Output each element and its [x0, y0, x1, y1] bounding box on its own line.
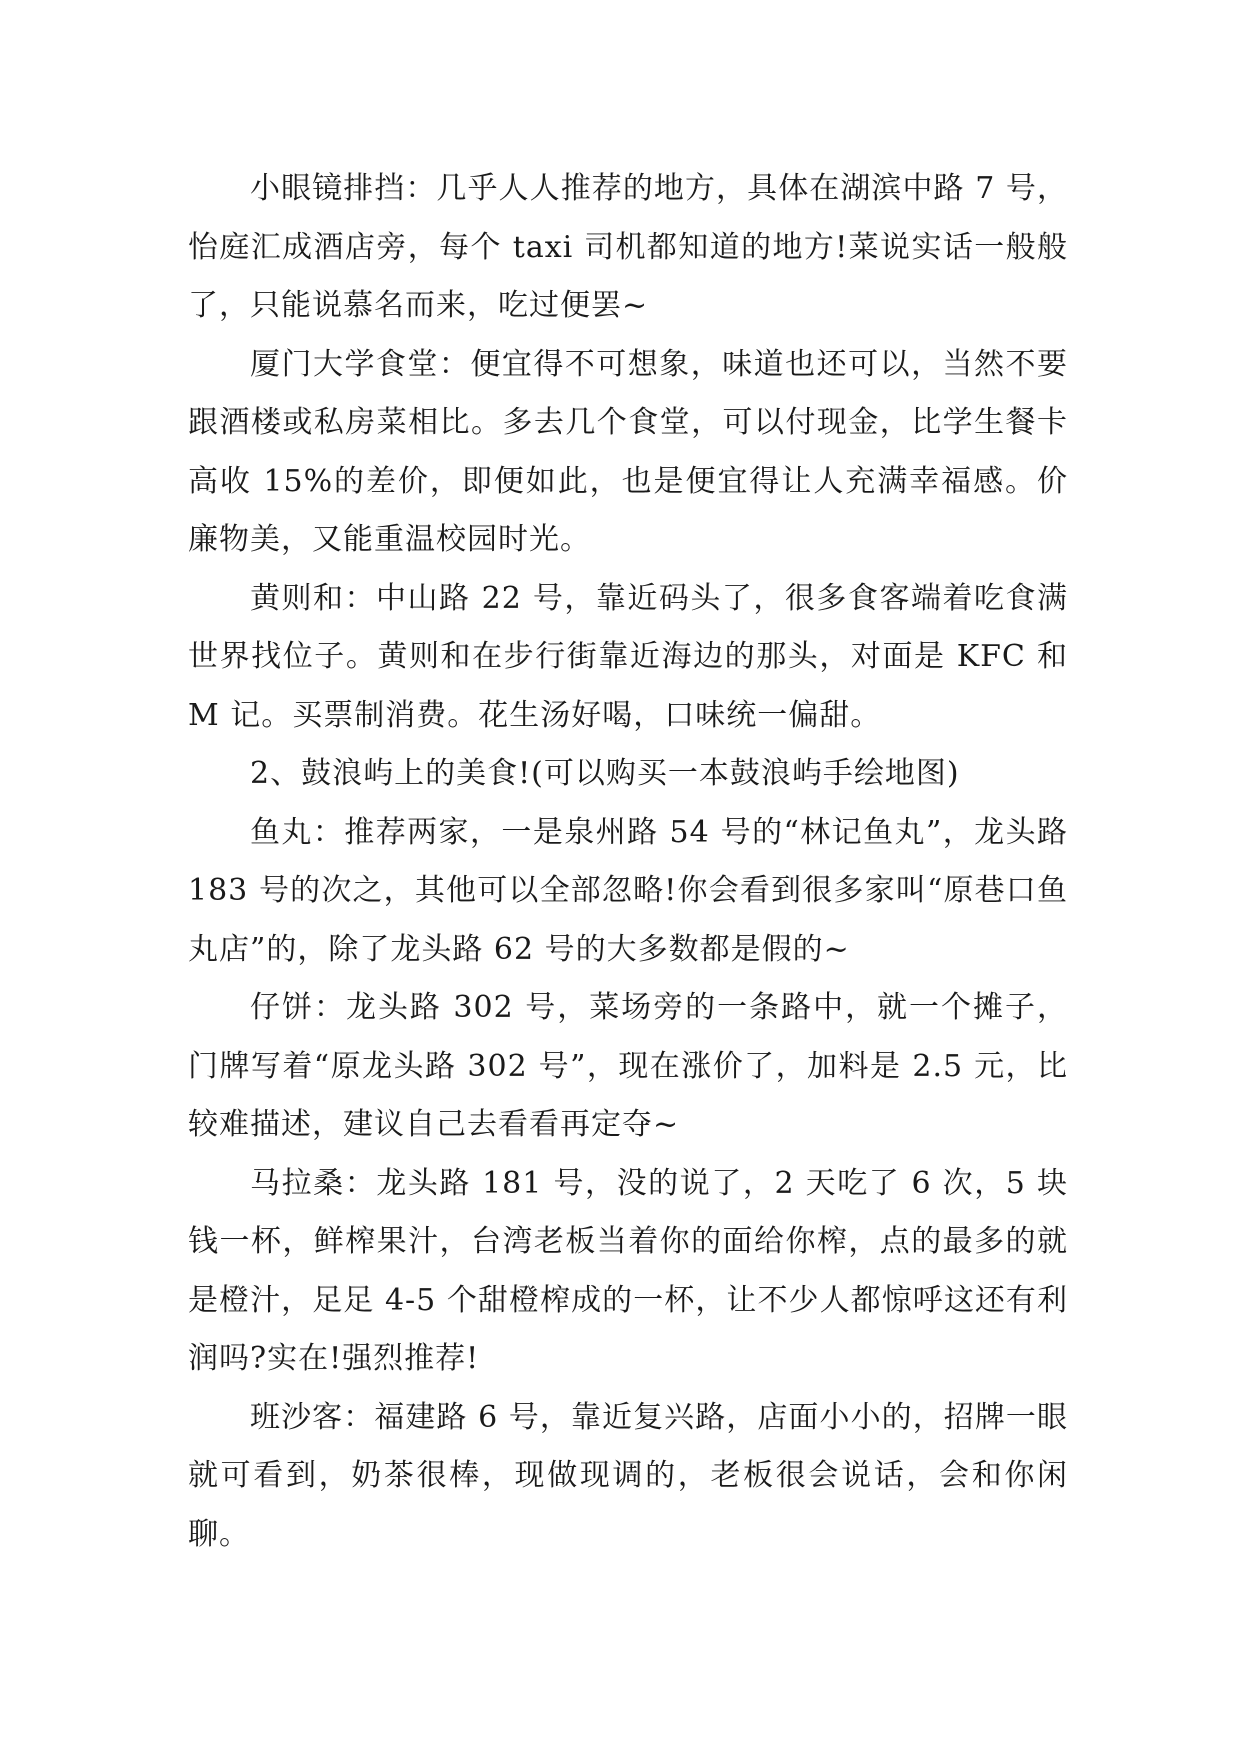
paragraph-malasang: 马拉桑：龙头路 181 号，没的说了，2 天吃了 6 次，5 块钱一杯，鲜榨果汁，台湾老板当着你的面给你榨，点的最多的就是橙汁，足足 4-5 个甜橙榨成的一杯，让不少人都惊呼这还有利润吗?实在!强烈推荐! [188, 1165, 1068, 1376]
paragraph-huangzehe: 黄则和：中山路 22 号，靠近码头了，很多食客端着吃食满世界找位子。黄则和在步行街靠近海边的那头，对面是 KFC 和 M 记。买票制消费。花生汤好喝，口味统一偏甜。 [188, 580, 1068, 733]
paragraph-banshake: 班沙客：福建路 6 号，靠近复兴路，店面小小的，招牌一眼就可看到，奶茶很棒，现做现调的，老板很会说话，会和你闲聊。 [188, 1399, 1068, 1552]
paragraph-fish-balls: 鱼丸：推荐两家，一是泉州路 54 号的“林记鱼丸”，龙头路 183 号的次之，其他可以全部忽略!你会看到很多家叫“原巷口鱼丸店”的，除了龙头路 62 号的大多数都是假的~ [188, 814, 1068, 967]
paragraph-zai-bing: 仔饼：龙头路 302 号，菜场旁的一条路中，就一个摊子，门牌写着“原龙头路 302 号”，现在涨价了，加料是 2.5 元，比较难描述，建议自己去看看再定夺~ [188, 990, 1068, 1142]
paragraph-xiamen-university-canteen: 厦门大学食堂：便宜得不可想象，味道也还可以，当然不要跟酒楼或私房菜相比。多去几个食堂，可以付现金，比学生餐卡高收 15%的差价，即便如此，也是便宜得让人充满幸福感。价廉物美，又能重温校园时光。 [188, 346, 1068, 557]
paragraph-xiaoyanjing: 小眼镜排挡：几乎人人推荐的地方，具体在湖滨中路 7 号，怡庭汇成酒店旁，每个 taxi 司机都知道的地方!菜说实话一般般了，只能说慕名而来，吃过便罢~ [188, 171, 1068, 323]
document-body [188, 160, 1068, 1564]
section-heading-gulangyu-food: 2、鼓浪屿上的美食!(可以购买一本鼓浪屿手绘地图) [250, 756, 960, 791]
